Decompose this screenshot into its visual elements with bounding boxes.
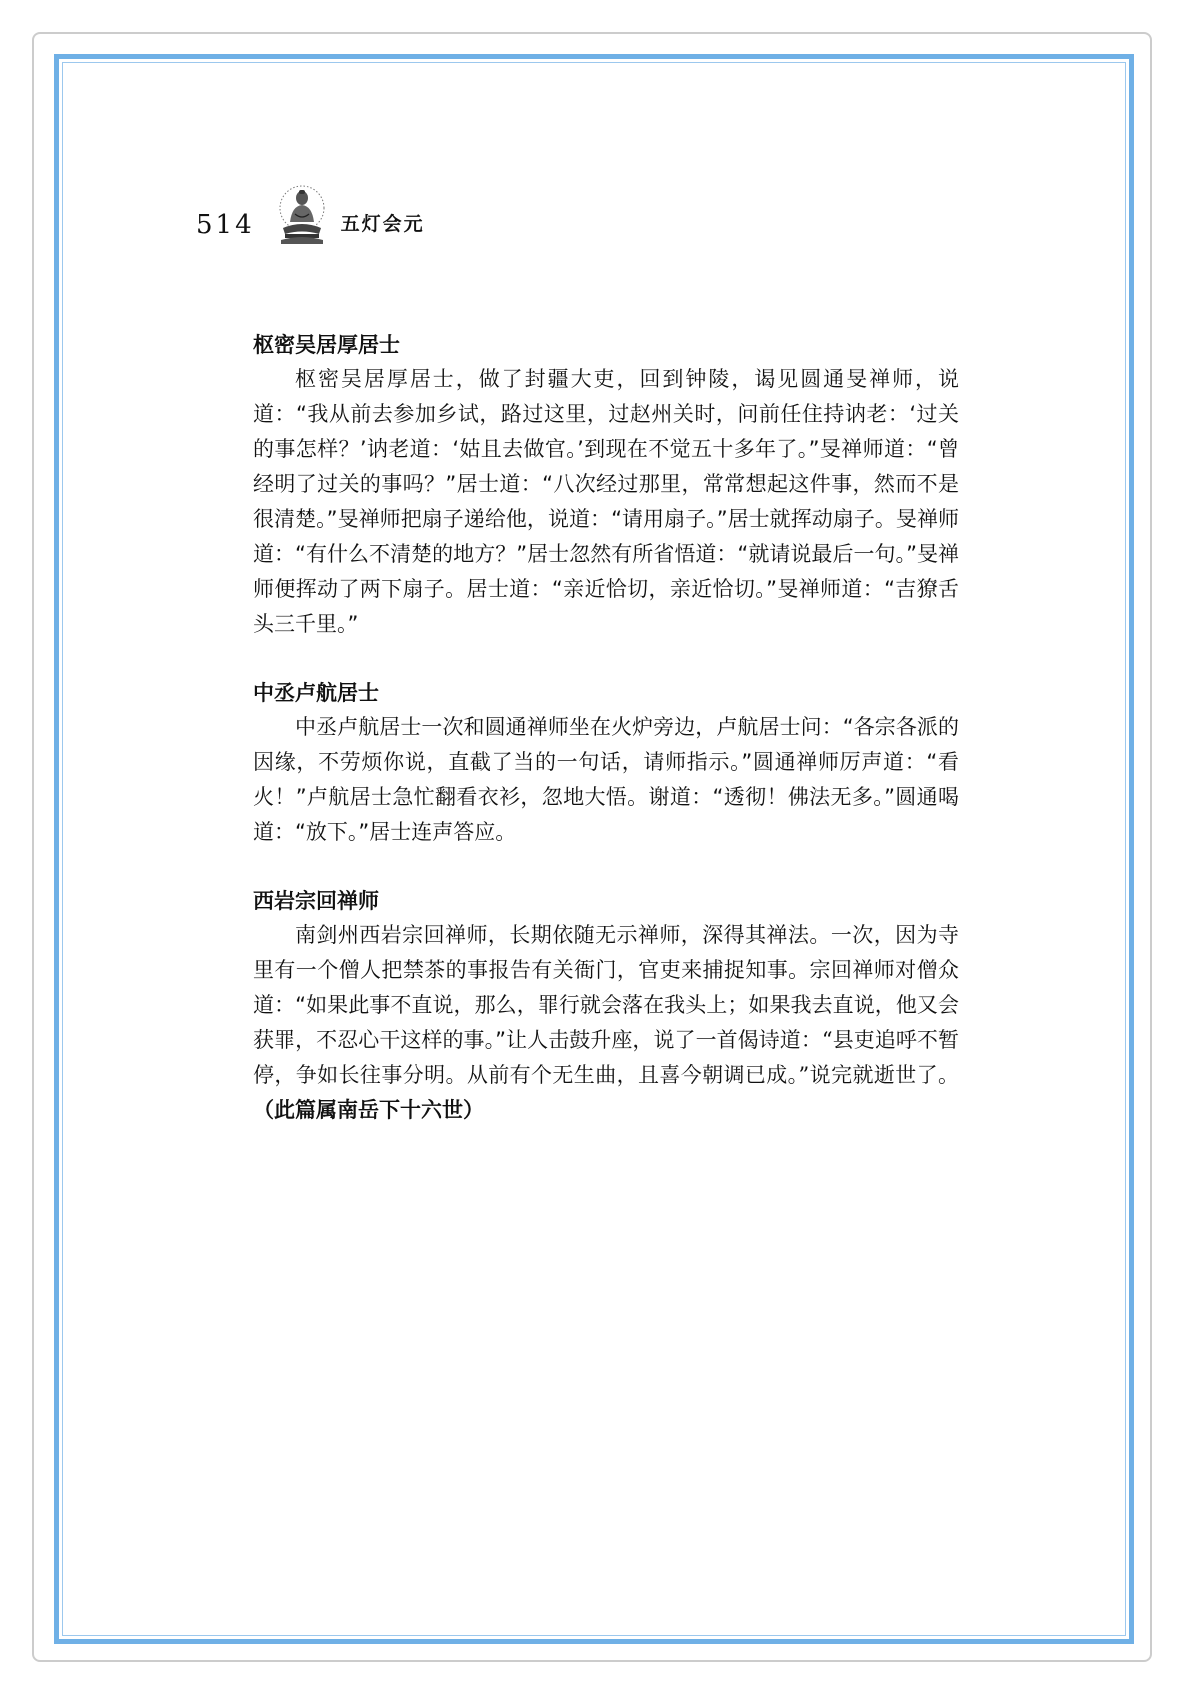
section-heading: 西岩宗回禅师 [253, 889, 379, 913]
section-poem: “县吏追呼不暂停，争如长往事分明。从前有个无生曲，且喜今朝调已成。” [253, 1028, 959, 1087]
page-number: 514 [196, 210, 255, 240]
buddha-icon [275, 184, 329, 246]
section-zong-hui [253, 884, 959, 1128]
section-body-text-end: 说完就逝世了。 [809, 1063, 960, 1087]
section-body [253, 918, 959, 1128]
section-body-text: 南剑州西岩宗回禅师，长期依随无示禅师，深得其禅法。一次，因为寺里有一个僧人把禁茶的事报告有关衙门，官吏来捕捉知事。宗回禅师对僧众道：“如果此事不直说，那么，罪行就会落在我头上；如果我去直说，他又会获罪，不忍心干这样的事。”让人击鼓升座，说了一首偈诗道： [253, 923, 959, 1052]
page-content [253, 328, 959, 1162]
section-body: 中丞卢航居士一次和圆通禅师坐在火炉旁边，卢航居士问：“各宗各派的因缘，不劳烦你说，直截了当的一句话，请师指示。”圆通禅师厉声道：“看火！”卢航居士急忙翻看衣衫，忽地大悟。谢道：“透彻！佛法无多。”圆通喝道：“放下。”居士连声答应。 [253, 715, 959, 844]
page-header [196, 180, 425, 250]
section-lu-hang [253, 676, 959, 850]
book-title: 五灯会元 [340, 212, 425, 235]
section-body: 枢密吴居厚居士，做了封疆大吏，回到钟陵，谒见圆通旻禅师，说道：“我从前去参加乡试，路过这里，过赵州关时，问前任住持讷老：‘过关的事怎样？’讷老道：‘姑且去做官。’到现在不觉五十多年了。”旻禅师道：“曾经明了过关的事吗？”居士道：“八次经过那里，常常想起这件事，然而不是很清楚。”旻禅师把扇子递给他，说道：“请用扇子。”居士就挥动扇子。旻禅师道：“有什么不清楚的地方？”居士忽然有所省悟道：“就请说最后一句。”旻禅师便挥动了两下扇子。居士道：“亲近恰切，亲近恰切。”旻禅师道：“吉獠舌头三千里。” [253, 367, 959, 636]
section-heading: 枢密吴居厚居士 [253, 333, 400, 357]
section-heading: 中丞卢航居士 [253, 681, 379, 705]
section-wu-juhou [253, 328, 959, 642]
lineage-note: （此篇属南岳下十六世） [253, 1098, 484, 1122]
